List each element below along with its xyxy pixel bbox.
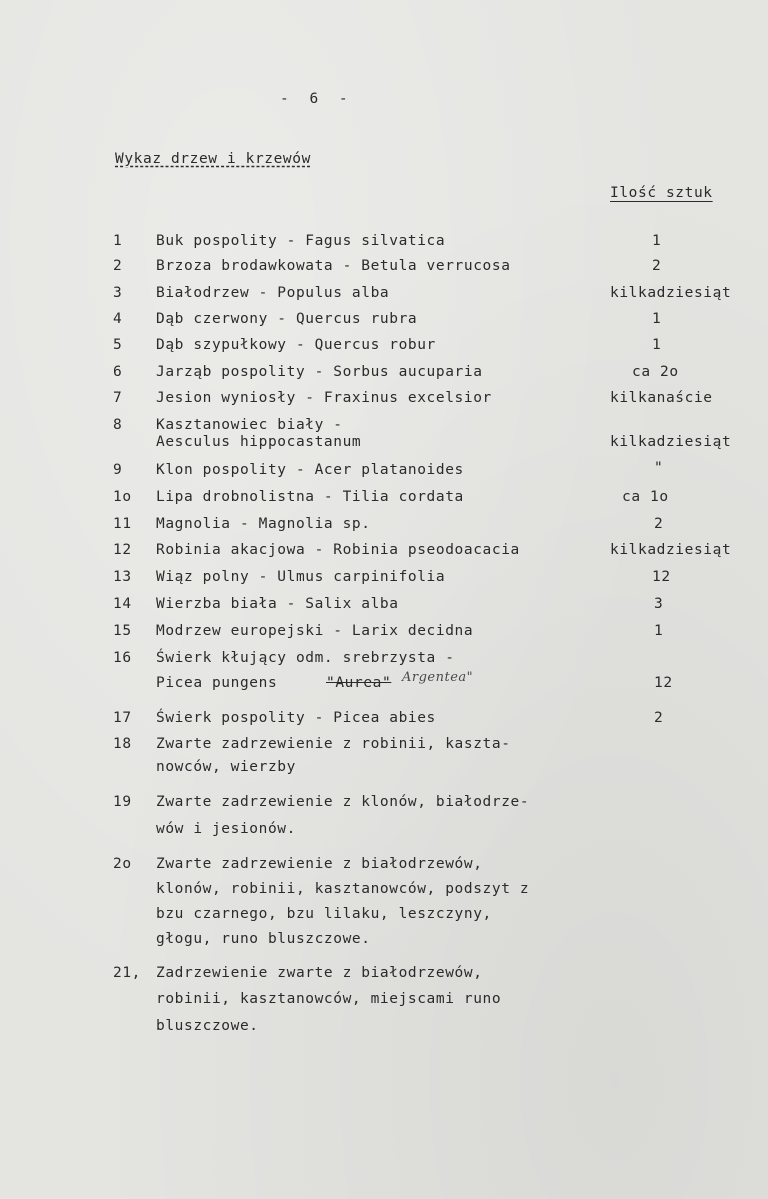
entry-text: Dąb czerwony - Quercus rubra (156, 311, 418, 327)
entry-text: klonów, robinii, kasztanowców, podszyt z (156, 881, 530, 897)
entry-number: 1o (113, 489, 132, 505)
quantity-header: Ilość sztuk (610, 185, 713, 201)
entry-text: Magnolia - Magnolia sp. (156, 516, 371, 532)
entry-text: Klon pospolity - Acer platanoides (156, 462, 464, 478)
entry-number: 19 (113, 794, 132, 810)
entry-text: bzu czarnego, bzu lilaku, leszczyny, (156, 906, 492, 922)
entry-quantity: kilkadziesiąt (610, 434, 732, 450)
entry-number: 1 (113, 233, 123, 249)
page-number: - 6 - (280, 91, 354, 107)
entry-number: 11 (113, 516, 132, 532)
entry-text: Modrzew europejski - Larix decidna (156, 623, 474, 639)
entry-text: Robinia akacjowa - Robinia pseodoacacia (156, 542, 520, 558)
entry-quantity: 12 (652, 569, 671, 585)
entry-text: Zwarte zadrzewienie z białodrzewów, (156, 856, 483, 872)
entry-number: 21, (113, 965, 141, 981)
entry-number: 5 (113, 337, 123, 353)
entry-number: 14 (113, 596, 132, 612)
entry-number: 7 (113, 390, 123, 406)
entry-text: Świerk pospolity - Picea abies (156, 710, 436, 726)
entry-text: Buk pospolity - Fagus silvatica (156, 233, 446, 249)
entry-text: Dąb szypułkowy - Quercus robur (156, 337, 436, 353)
entry-text: głogu, runo bluszczowe. (156, 931, 371, 947)
entry-quantity: ca 1o (622, 489, 669, 505)
entry-text: Wiąz polny - Ulmus carpinifolia (156, 569, 446, 585)
entry-number: 6 (113, 364, 123, 380)
entry-quantity: kilkadziesiąt (610, 285, 732, 301)
entry-text: bluszczowe. (156, 1018, 259, 1034)
list-title: Wykaz drzew i krzewów (115, 151, 311, 167)
entry-quantity: " (654, 460, 664, 476)
entry-quantity: 2 (654, 710, 664, 726)
entry-quantity: 2 (652, 258, 662, 274)
entry-quantity: 12 (654, 675, 673, 691)
entry-quantity: 1 (652, 233, 662, 249)
entry-number: 17 (113, 710, 132, 726)
entry-quantity: 1 (654, 623, 664, 639)
entry-text: Kasztanowiec biały - (156, 417, 343, 433)
entry-number: 16 (113, 650, 132, 666)
handwritten-cultivar-name: Argentea" (402, 670, 474, 685)
entry-text: Jarząb pospolity - Sorbus aucuparia (156, 364, 483, 380)
entry-number: 2o (113, 856, 132, 872)
entry-text: Picea pungens (156, 675, 278, 691)
entry-text: Zwarte zadrzewienie z klonów, białodrze- (156, 794, 530, 810)
entry-number: 3 (113, 285, 123, 301)
entry-quantity: 1 (652, 311, 662, 327)
entry-text: Zadrzewienie zwarte z białodrzewów, (156, 965, 483, 981)
entry-text: Aesculus hippocastanum (156, 434, 362, 450)
entry-text: Zwarte zadrzewienie z robinii, kaszta- (156, 736, 511, 752)
entry-number: 18 (113, 736, 132, 752)
entry-text: wów i jesionów. (156, 821, 296, 837)
entry-text: nowców, wierzby (156, 759, 296, 775)
entry-text: Białodrzew - Populus alba (156, 285, 390, 301)
entry-number: 2 (113, 258, 123, 274)
entry-text: Wierzba biała - Salix alba (156, 596, 399, 612)
entry-number: 13 (113, 569, 132, 585)
entry-text: Brzoza brodawkowata - Betula verrucosa (156, 258, 511, 274)
entry-quantity: 3 (654, 596, 664, 612)
entry-quantity: kilkadziesiąt (610, 542, 732, 558)
entry-number: 8 (113, 417, 123, 433)
entry-text: Jesion wyniosły - Fraxinus excelsior (156, 390, 492, 406)
entry-text: Lipa drobnolistna - Tilia cordata (156, 489, 464, 505)
entry-number: 12 (113, 542, 132, 558)
entry-number: 4 (113, 311, 123, 327)
entry-number: 15 (113, 623, 132, 639)
entry-text: Świerk kłujący odm. srebrzysta - (156, 650, 455, 666)
entry-quantity: kilkanaście (610, 390, 713, 406)
entry-quantity: 1 (652, 337, 662, 353)
entry-quantity: ca 2o (632, 364, 679, 380)
entry-text: robinii, kasztanowców, miejscami runo (156, 991, 502, 1007)
entry-quantity: 2 (654, 516, 664, 532)
entry-number: 9 (113, 462, 123, 478)
struck-cultivar-name: "Aurea" (326, 675, 392, 691)
